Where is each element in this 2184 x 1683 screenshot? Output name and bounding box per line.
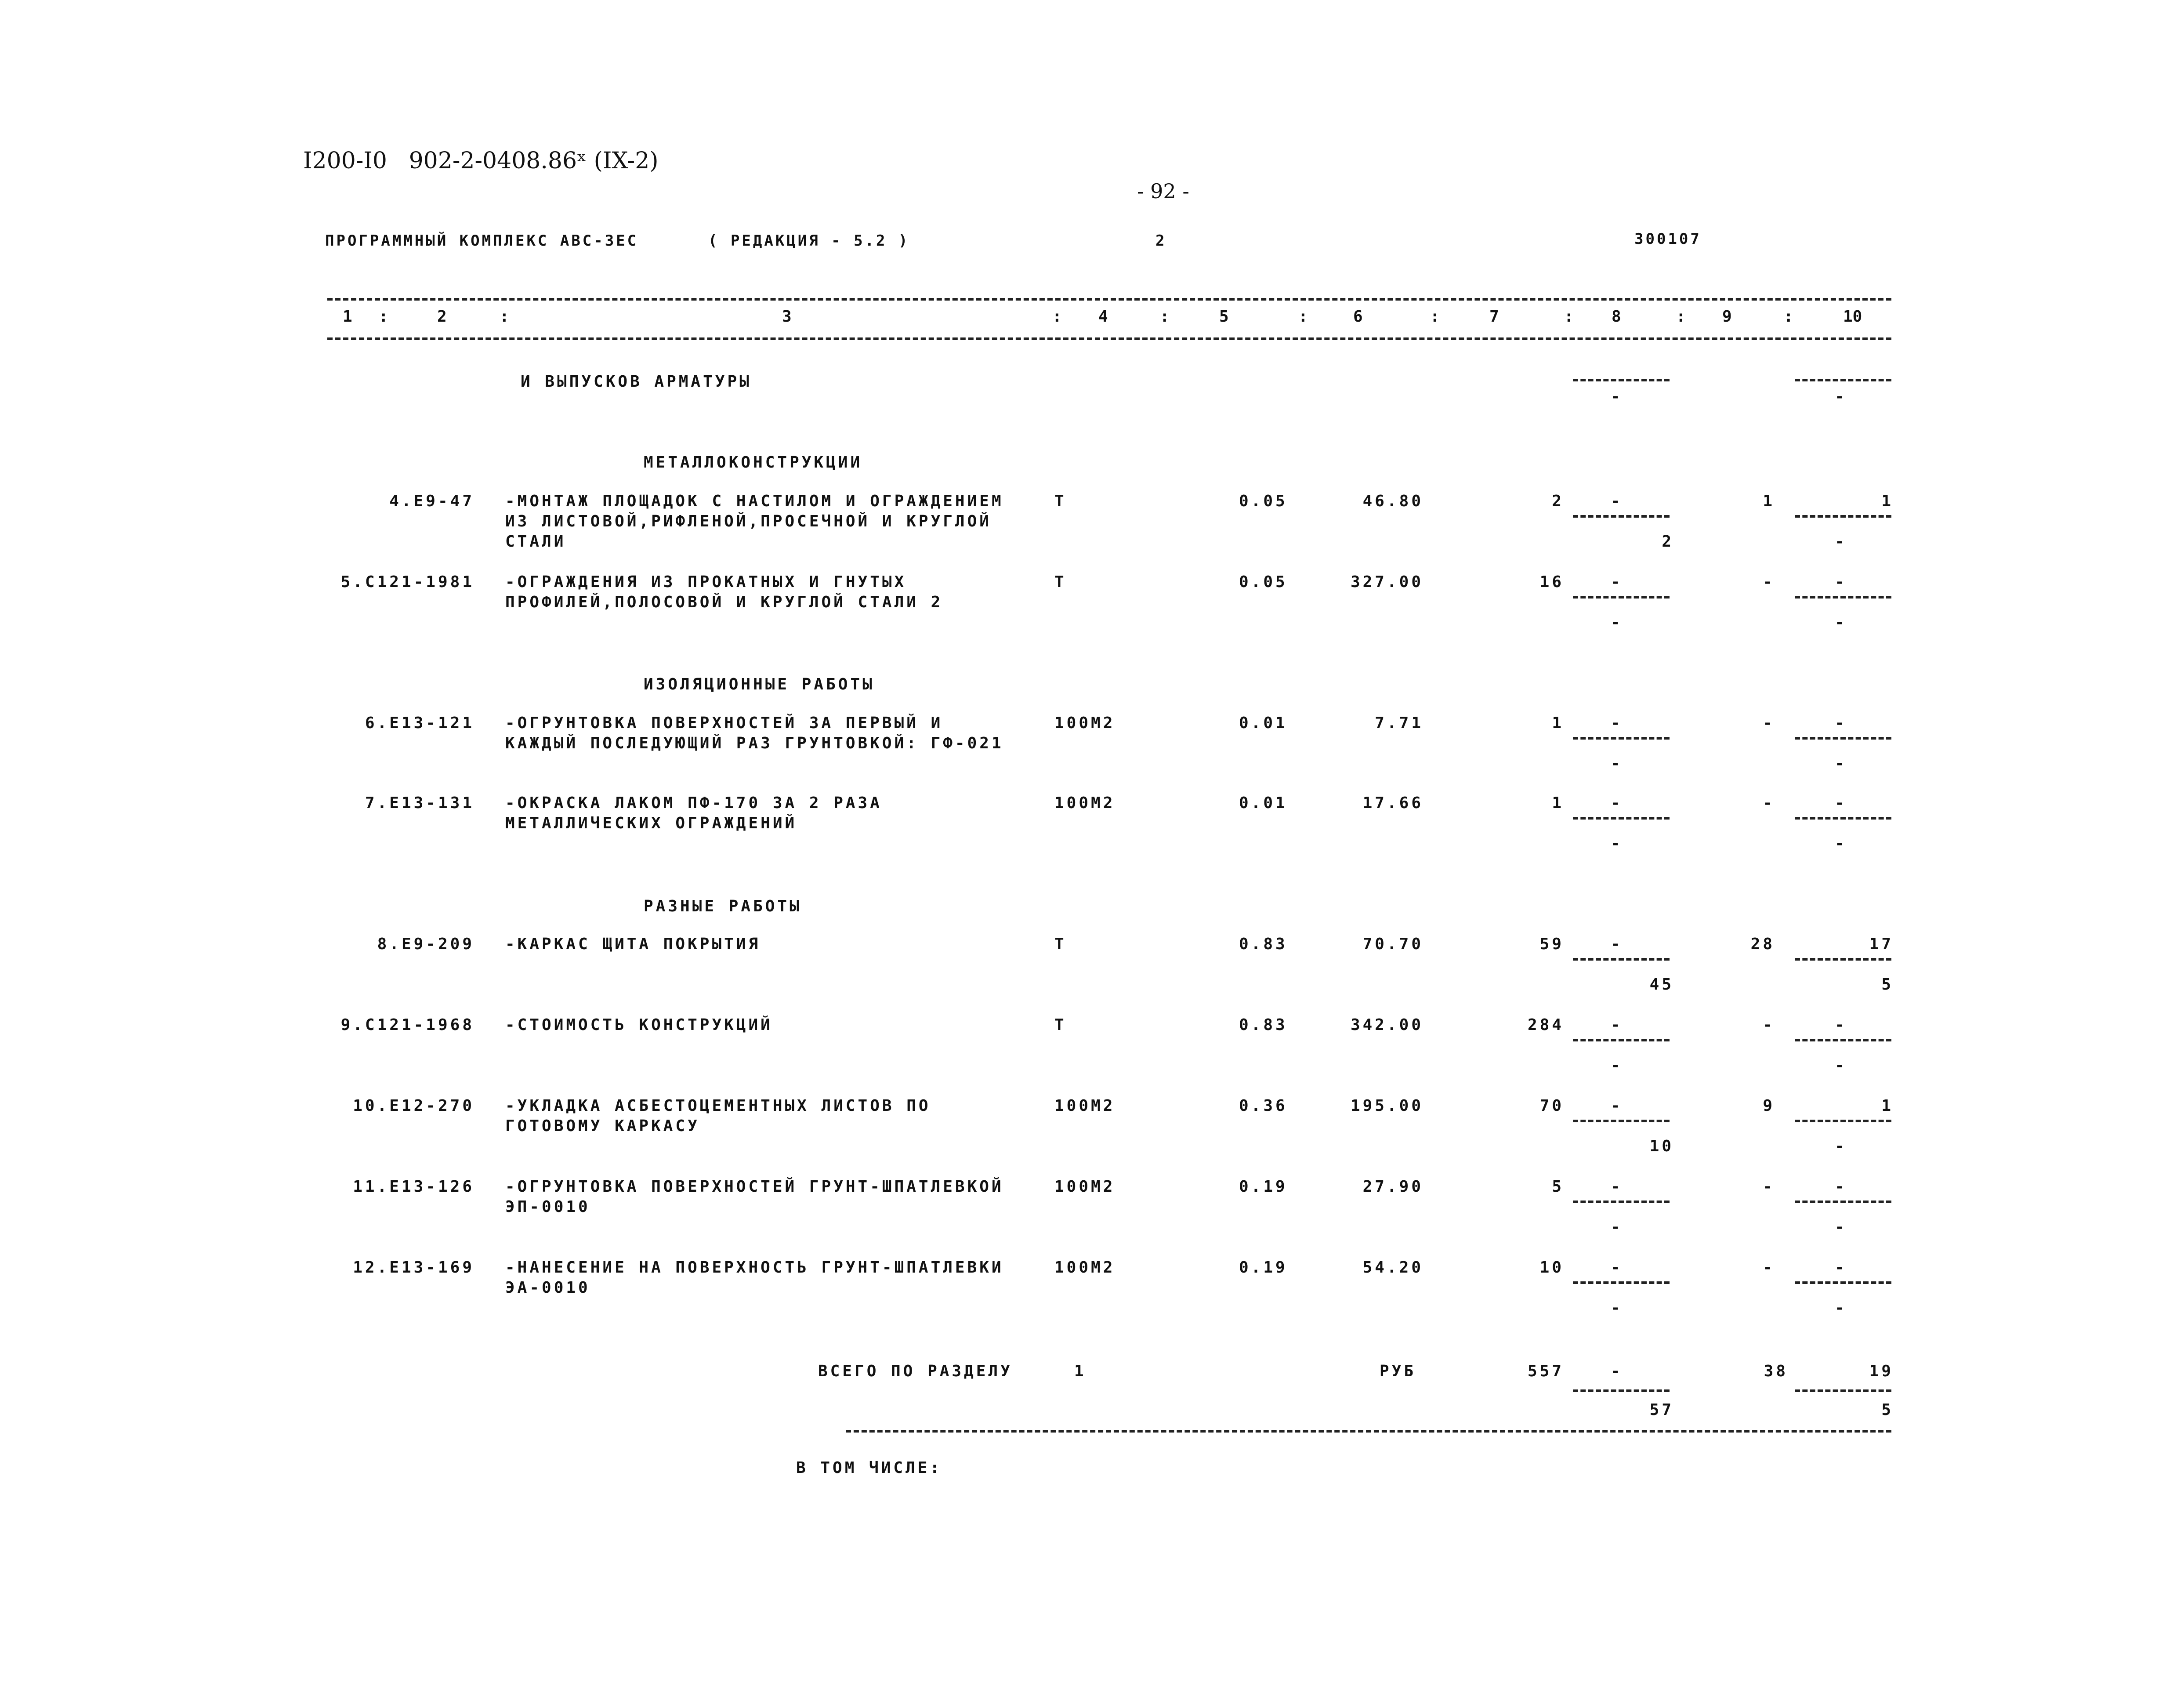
row-description: -ОГРУНТОВКА ПОВЕРХНОСТЕЙ ГРУНТ-ШПАТЛЕВКОЙ ЭП-0010 [505, 1178, 1004, 1216]
column-separator: : [379, 308, 388, 326]
row-quantity: 0.05 [1239, 573, 1288, 591]
column-number-1: 1 [343, 308, 352, 326]
total-label: ВСЕГО ПО РАЗДЕЛУ [818, 1362, 1013, 1380]
row-col8-rule [1573, 596, 1670, 598]
row-col10-rule [1795, 1039, 1891, 1041]
column-separator: : [1564, 308, 1574, 326]
cont-rule-8 [1573, 379, 1670, 381]
row-price: 342.00 [1350, 1016, 1423, 1034]
section-title-metal: МЕТАЛЛОКОНСТРУКЦИИ [644, 453, 863, 472]
row-col7: 16 [1539, 573, 1564, 591]
total-rule-8 [1573, 1389, 1670, 1392]
row-code: 4.Е9-47 [389, 492, 474, 510]
row-description: -КАРКАС ЩИТА ПОКРЫТИЯ [505, 935, 761, 953]
row-unit: Т [1054, 1016, 1067, 1034]
row-col10-bottom: - [1835, 834, 1847, 852]
row-code: 11.Е13-126 [353, 1178, 474, 1196]
column-number-5: 5 [1219, 308, 1229, 326]
column-separator: : [1784, 308, 1793, 326]
column-number-10: 10 [1843, 308, 1862, 326]
row-quantity: 0.01 [1239, 794, 1288, 812]
row-col8-top: - [1611, 714, 1623, 732]
row-col10-top: - [1835, 1016, 1847, 1034]
row-col10-rule [1795, 515, 1891, 518]
row-quantity: 0.83 [1239, 1016, 1288, 1034]
row-col9: - [1763, 1178, 1775, 1196]
row-description: -ОГРУНТОВКА ПОВЕРХНОСТЕЙ ЗА ПЕРВЫЙ И КАЖДЫЙ ПОСЛЕДУЮЩИЙ РАЗ ГРУНТОВКОЙ: ГФ-021 [505, 714, 1004, 752]
total-c8b: 57 [1649, 1401, 1674, 1419]
row-col10-bottom: 5 [1881, 976, 1894, 994]
row-description: -НАНЕСЕНИЕ НА ПОВЕРХНОСТЬ ГРУНТ-ШПАТЛЕВКИ ЭА-0010 [505, 1259, 1004, 1297]
row-description: -МОНТАЖ ПЛОЩАДОК С НАСТИЛОМ И ОГРАЖДЕНИЕМ ИЗ ЛИСТОВОЙ,РИФЛЕНОЙ,ПРОСЕЧНОЙ И КРУГЛОЙ СТАЛИ [505, 492, 1004, 551]
column-number-2: 2 [437, 308, 447, 326]
row-col10-bottom: - [1835, 1218, 1847, 1236]
row-description: -ОГРАЖДЕНИЯ ИЗ ПРОКАТНЫХ И ГНУТЫХ ПРОФИЛЕЙ,ПОЛОСОВОЙ И КРУГЛОЙ СТАЛИ 2 [505, 573, 943, 611]
total-c8: - [1611, 1362, 1623, 1380]
row-col10-top: - [1835, 794, 1847, 812]
row-col8-bottom: - [1611, 834, 1623, 852]
row-unit: 100М2 [1054, 1259, 1116, 1277]
row-col8-rule [1573, 817, 1670, 820]
row-col10-rule [1795, 596, 1891, 598]
row-col8-bottom: - [1611, 1218, 1623, 1236]
row-unit: Т [1054, 935, 1067, 953]
column-number-6: 6 [1353, 308, 1363, 326]
row-col8-rule [1573, 1201, 1670, 1203]
row-col10-top: - [1835, 1178, 1847, 1196]
row-price: 7.71 [1375, 714, 1423, 732]
column-separator: : [1052, 308, 1062, 326]
row-col10-bottom: - [1835, 613, 1847, 631]
row-unit: 100М2 [1054, 1178, 1116, 1196]
row-col9: 9 [1763, 1097, 1775, 1115]
row-col8-bottom: - [1611, 754, 1623, 773]
row-unit: 100М2 [1054, 794, 1116, 812]
row-quantity: 0.19 [1239, 1178, 1288, 1196]
row-col10-bottom: - [1835, 533, 1847, 551]
column-number-8: 8 [1612, 308, 1621, 326]
document-id: I200-I0 902-2-0408.86ˣ (IX-2) [303, 148, 659, 174]
row-col9: - [1763, 794, 1775, 812]
section-title-insulation: ИЗОЛЯЦИОННЫЕ РАБОТЫ [644, 675, 875, 693]
row-col7: 5 [1552, 1178, 1564, 1196]
row-col10-rule [1795, 958, 1891, 961]
footer-note: В ТОМ ЧИСЛЕ: [796, 1459, 942, 1477]
row-col7: 284 [1527, 1016, 1564, 1034]
row-col7: 10 [1539, 1259, 1564, 1277]
continuation-line: И ВЫПУСКОВ АРМАТУРЫ [521, 373, 752, 391]
row-code: 8.Е9-209 [377, 935, 474, 953]
row-col10-rule [1795, 1120, 1891, 1122]
row-col10-top: 1 [1881, 1097, 1894, 1115]
row-col10-top: - [1835, 1259, 1847, 1277]
row-col10-top: 1 [1881, 492, 1894, 510]
cont-rule-10 [1795, 379, 1891, 381]
row-col10-rule [1795, 1281, 1891, 1284]
row-col7: 70 [1539, 1097, 1564, 1115]
row-quantity: 0.01 [1239, 714, 1288, 732]
row-col9: - [1763, 1259, 1775, 1277]
total-c10: 19 [1869, 1362, 1894, 1380]
row-col7: 1 [1552, 794, 1564, 812]
row-col8-bottom: - [1611, 1299, 1623, 1317]
row-code: 9.С121-1968 [340, 1016, 474, 1034]
row-col10-bottom: - [1835, 1137, 1847, 1155]
row-col8-top: - [1611, 573, 1623, 591]
total-c7: 557 [1527, 1362, 1564, 1380]
row-quantity: 0.83 [1239, 935, 1288, 953]
row-col8-rule [1573, 1039, 1670, 1041]
row-col8-bottom: - [1611, 1056, 1623, 1074]
row-col8-rule [1573, 515, 1670, 518]
cont-c10-bottom: - [1835, 388, 1847, 406]
row-col8-rule [1573, 958, 1670, 961]
row-code: 7.Е13-131 [365, 794, 474, 812]
header-rule-bottom [327, 337, 1891, 340]
row-col10-top: - [1835, 714, 1847, 732]
row-unit: 100М2 [1054, 1097, 1116, 1115]
row-unit: Т [1054, 492, 1067, 510]
column-number-4: 4 [1098, 308, 1108, 326]
row-col10-bottom: - [1835, 1299, 1847, 1317]
row-col8-top: - [1611, 935, 1623, 953]
row-code: 12.Е13-169 [353, 1259, 474, 1277]
row-col7: 59 [1539, 935, 1564, 953]
column-number-3: 3 [782, 308, 792, 326]
column-separator: : [1430, 308, 1440, 326]
row-col8-top: - [1611, 1016, 1623, 1034]
row-col8-rule [1573, 737, 1670, 740]
row-col7: 1 [1552, 714, 1564, 732]
column-separator: : [1676, 308, 1686, 326]
sheet-number: 2 [1155, 232, 1167, 250]
row-col8-bottom: 10 [1649, 1137, 1674, 1155]
row-col9: - [1763, 1016, 1775, 1034]
column-separator: : [500, 308, 509, 326]
page-number: - 92 - [1137, 179, 1189, 203]
section-title-misc: РАЗНЫЕ РАБОТЫ [644, 897, 802, 915]
program-edition: ( РЕДАКЦИЯ - 5.2 ) [708, 232, 910, 250]
row-price: 54.20 [1362, 1259, 1423, 1277]
row-description: -УКЛАДКА АСБЕСТОЦЕМЕНТНЫХ ЛИСТОВ ПО ГОТОВОМУ КАРКАСУ [505, 1097, 931, 1135]
column-number-9: 9 [1722, 308, 1732, 326]
row-description: -СТОИМОСТЬ КОНСТРУКЦИЙ [505, 1016, 773, 1034]
program-name: ПРОГРАММНЫЙ КОМПЛЕКС АВС-ЗЕС [325, 232, 639, 250]
total-c10b: 5 [1881, 1401, 1894, 1419]
cont-c8-bottom: - [1611, 388, 1623, 406]
row-col9: 28 [1750, 935, 1775, 953]
header-rule-top [327, 298, 1891, 301]
row-col10-rule [1795, 1201, 1891, 1203]
row-col10-top: - [1835, 573, 1847, 591]
row-price: 27.90 [1362, 1178, 1423, 1196]
row-price: 327.00 [1350, 573, 1423, 591]
column-number-7: 7 [1489, 308, 1499, 326]
row-col10-rule [1795, 817, 1891, 820]
column-separator: : [1160, 308, 1170, 326]
row-col10-bottom: - [1835, 754, 1847, 773]
row-unit: 100М2 [1054, 714, 1116, 732]
total-c9: 38 [1764, 1362, 1788, 1380]
row-col10-top: 17 [1869, 935, 1894, 953]
row-price: 195.00 [1350, 1097, 1423, 1115]
row-col8-rule [1573, 1281, 1670, 1284]
row-quantity: 0.36 [1239, 1097, 1288, 1115]
row-code: 5.С121-1981 [340, 573, 474, 591]
row-code: 6.Е13-121 [365, 714, 474, 732]
total-col4: 1 [1074, 1362, 1087, 1380]
row-col9: 1 [1763, 492, 1775, 510]
row-price: 70.70 [1362, 935, 1423, 953]
row-price: 17.66 [1362, 794, 1423, 812]
row-col8-top: - [1611, 1178, 1623, 1196]
row-col8-top: - [1611, 492, 1623, 510]
row-col9: - [1763, 573, 1775, 591]
row-col10-bottom: - [1835, 1056, 1847, 1074]
row-col8-bottom: 2 [1662, 533, 1674, 551]
total-rule-long [846, 1430, 1891, 1433]
row-price: 46.80 [1362, 492, 1423, 510]
row-quantity: 0.05 [1239, 492, 1288, 510]
total-rule-10 [1795, 1389, 1891, 1392]
row-col8-bottom: - [1611, 613, 1623, 631]
row-quantity: 0.19 [1239, 1259, 1288, 1277]
column-separator: : [1298, 308, 1308, 326]
program-code: 300107 [1634, 230, 1702, 248]
row-col10-rule [1795, 737, 1891, 740]
row-col9: - [1763, 714, 1775, 732]
total-unit: РУБ [1380, 1362, 1416, 1380]
row-description: -ОКРАСКА ЛАКОМ ПФ-170 ЗА 2 РАЗА МЕТАЛЛИЧЕСКИХ ОГРАЖДЕНИЙ [505, 794, 882, 832]
row-col8-top: - [1611, 1097, 1623, 1115]
row-unit: Т [1054, 573, 1067, 591]
row-col8-top: - [1611, 1259, 1623, 1277]
row-col8-top: - [1611, 794, 1623, 812]
row-code: 10.Е12-270 [353, 1097, 474, 1115]
row-col8-bottom: 45 [1649, 976, 1674, 994]
row-col8-rule [1573, 1120, 1670, 1122]
row-col7: 2 [1552, 492, 1564, 510]
